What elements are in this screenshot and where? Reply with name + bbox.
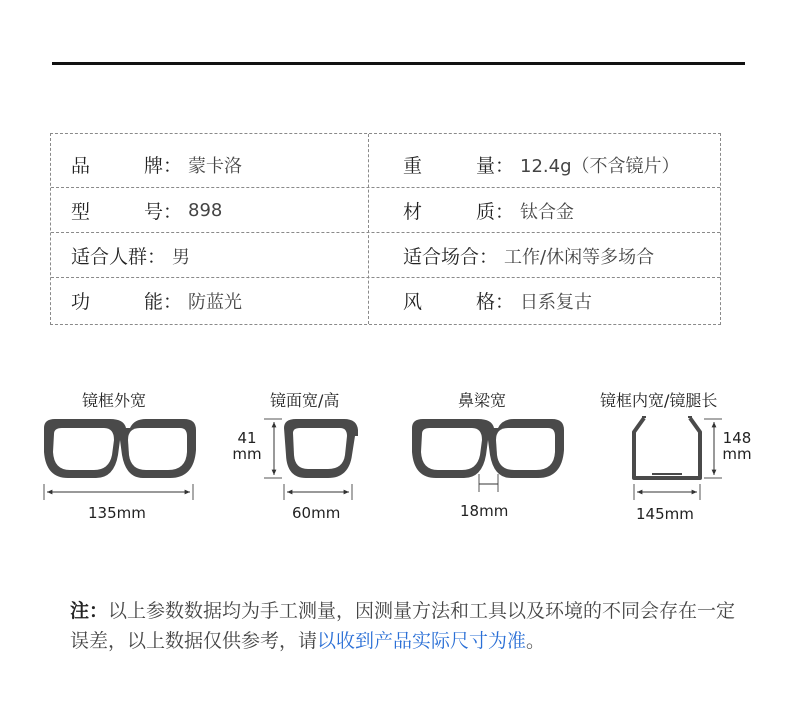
spec-audience: 适合人群 ： 男 bbox=[71, 233, 190, 278]
measure-inner-width: 145mm bbox=[636, 505, 694, 523]
note-text: 以上参数数据均为手工测量，因测量方法和工具以及环境的不同会存在一定误差，以上数据仅供参考，请 bbox=[70, 600, 736, 652]
spec-label: 型 号 bbox=[71, 201, 163, 223]
glasses-bridge-icon bbox=[412, 419, 564, 478]
dimension-line-frame-width bbox=[44, 484, 193, 500]
spec-model: 型 号 ： 898 bbox=[71, 188, 222, 233]
diagram-title-temple-length: 镜框内宽/镜腿长 bbox=[600, 391, 718, 410]
glasses-top-view-icon bbox=[634, 416, 700, 478]
spec-value: 蒙卡洛 bbox=[188, 155, 243, 177]
diagram-title-frame-width: 镜框外宽 bbox=[82, 391, 147, 410]
single-lens-icon bbox=[284, 419, 358, 478]
glasses-front-icon bbox=[44, 419, 196, 478]
spec-brand: 品 牌 ： 蒙卡洛 bbox=[71, 142, 242, 187]
dimension-line-lens-width bbox=[284, 484, 352, 500]
spec-value: 钛合金 bbox=[520, 201, 575, 223]
note-end: 。 bbox=[526, 630, 546, 652]
note-label: 注： bbox=[70, 600, 109, 622]
spec-value: 男 bbox=[172, 246, 191, 268]
diagram-title-lens-size: 镜面宽/高 bbox=[270, 391, 340, 410]
spec-label: 重 量 bbox=[403, 155, 495, 177]
measure-lens-width: 60mm bbox=[292, 504, 341, 522]
diagram-title-bridge-width: 鼻梁宽 bbox=[458, 391, 507, 410]
spec-value: 12.4g（不含镜片） bbox=[520, 155, 680, 177]
measure-frame-width: 135mm bbox=[88, 504, 146, 522]
spec-label: 风 格 bbox=[403, 291, 495, 313]
spec-occasion: 适合场合 ： 工作/休闲等多场合 bbox=[403, 233, 654, 278]
spec-label: 材 质 bbox=[403, 201, 495, 223]
spec-value: 898 bbox=[188, 200, 223, 221]
dimension-line-bridge-width bbox=[479, 474, 498, 492]
spec-label: 品 牌 bbox=[71, 155, 163, 177]
spec-function: 功 能 ： 防蓝光 bbox=[71, 278, 242, 323]
dimension-line-inner-width bbox=[634, 484, 700, 500]
measure-temple-length: 148 mm bbox=[722, 429, 752, 463]
spec-label: 适合人群 bbox=[71, 246, 148, 268]
spec-label: 功 能 bbox=[71, 291, 163, 313]
spec-weight: 重 量 ： 12.4g（不含镜片） bbox=[403, 142, 680, 187]
dimension-line-lens-height bbox=[264, 419, 282, 478]
measure-lens-height: 41 mm bbox=[232, 429, 262, 463]
spec-label: 适合场合 bbox=[403, 246, 480, 268]
spec-value: 日系复古 bbox=[520, 291, 593, 313]
disclaimer-note bbox=[70, 596, 750, 656]
spec-value: 防蓝光 bbox=[188, 291, 243, 313]
note-highlight: 以收到产品实际尺寸为准 bbox=[317, 630, 527, 652]
spec-value: 工作/休闲等多场合 bbox=[504, 246, 655, 268]
measure-bridge-width: 18mm bbox=[460, 502, 509, 520]
spec-style: 风 格 ： 日系复古 bbox=[403, 278, 592, 323]
spec-material: 材 质 ： 钛合金 bbox=[403, 188, 574, 233]
